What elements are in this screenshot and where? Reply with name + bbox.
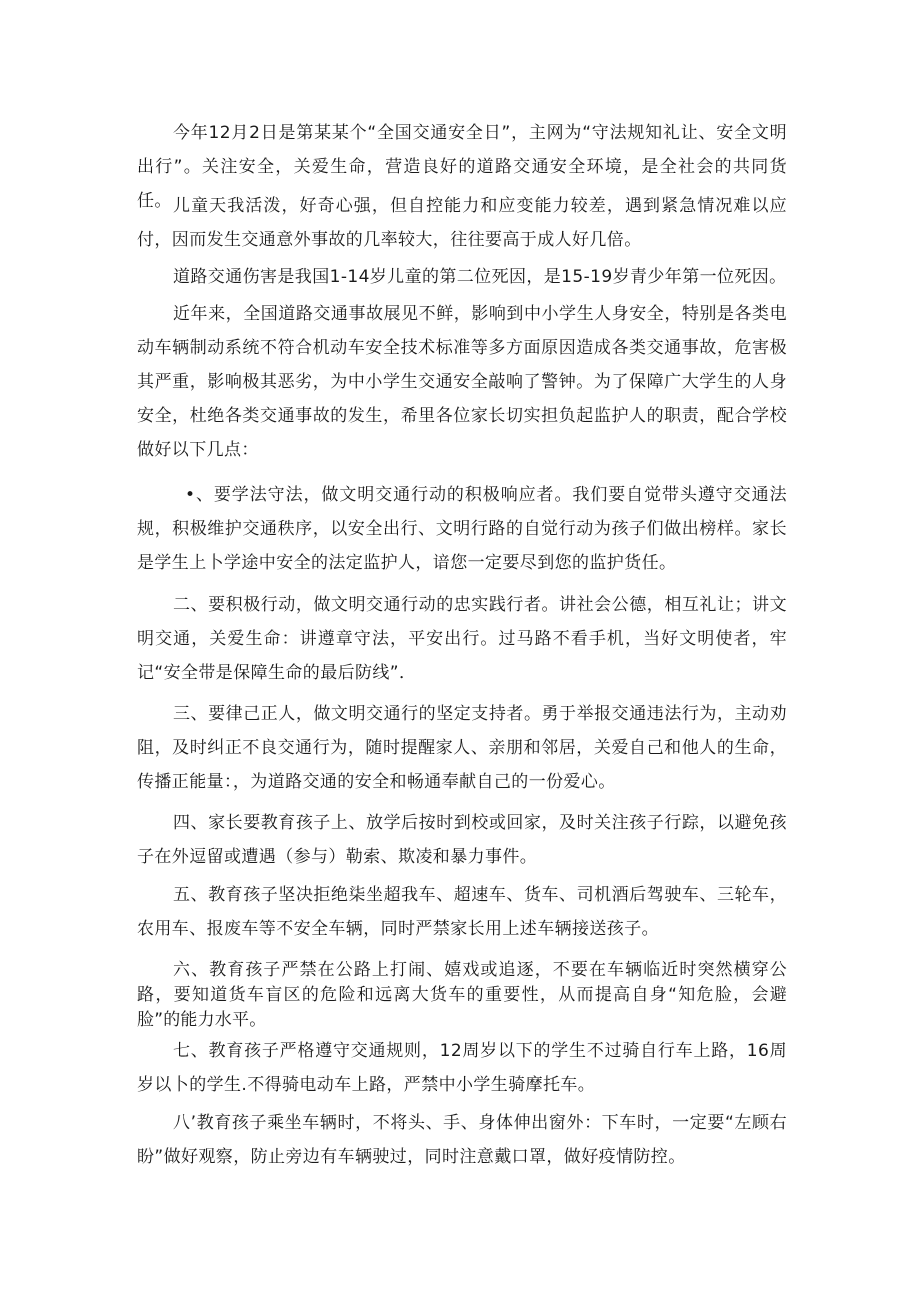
paragraph-point-4: 四、家长要教育孩子上、放学后按时到校或回家，及时关注孩子行踪，以避免孩子在外逗留或遭遇（参与）勒索、欺凌和暴力事件。: [137, 813, 787, 867]
paragraph-point-5: 五、教育孩子坚决拒绝柒坐超我车、超速车、货车、司机酒后驾驶车、三轮车，农用车、报废车等不安全车辆，同时严禁家长用上述车辆接送孩子。: [137, 885, 787, 939]
paragraph-point-1: •、要学法守法，做文明交通行动的积极响应者。我们要自觉带头遵守交通法规，积极维护交通秩序，以安全出行、文明行路的自觉行动为孩子们做出榜样。家长是学生上卜学途中安全的法定监护人，谙您一定要尽到您的监护货任。: [137, 485, 787, 573]
paragraph-point-6: 六、教育孩子严禁在公路上打闹、嬉戏或追逐，不要在车辆临近时突然横穿公路，要知道货车盲区的危险和远离大货车的重要性，从而提高自身“知危脸，会避脸”的能力水平。: [137, 960, 787, 1030]
paragraph-point-2: 二、要积极行动，做文明交通行动的忠实践行者。讲社会公德，相互礼让；讲文明交通，关爱生命：讲遵章守法，平安出行。过马路不看手机，当好文明使者，牢记“安全带是保障生命的最后防线”．: [137, 595, 787, 683]
paragraph-children: 儿童天我活泼，好奇心强，但自控能力和应变能力较差，遇到紧急情况难以应付，因而发生交通意外事故的几率较大，往往要高于成人好几倍。: [137, 196, 787, 250]
paragraph-statistics: 道路交通伤害是我国1-14岁儿童的第二位死因，是15-19岁青少年第一位死因。: [173, 267, 787, 287]
paragraph-point-7: 七、教育孩子严格遵守交通规则，12周岁以下的学生不过骑自行车上路，16周岁以卜的学生.不得骑电动车上路，严禁中小学生骑摩托车。: [137, 1041, 787, 1095]
paragraph-recent-years: 近年来，全国道路交通事故展见不鲜，影响到中小学生人身安全，特别是各类电动车辆制动系统不符合机动车安全技术标准等多方面原因造成各类交通事故，危害极其严重，影响极其恶劣，为中小学生交通安全敲响了警钟。为了保障广大学生的人身安全，杜绝各类交通事故的发生，希里各位家长切实担负起监护人的职责，配合学校做好以下几点：: [137, 304, 787, 460]
paragraph-point-8: 八’教育孩子乘坐车辆时，不将头、手、身体伸出窗外：下车时，一定要“左顾右盼”做好观察，防止旁边有车辆驶过，同时注意戴口罩，做好疫情防控。: [137, 1113, 787, 1167]
paragraph-point-3: 三、要律己正人，做文明交通行的坚定支持者。勇于举报交通违法行为，主动劝阻，及时纠正不良交通行为，随时提醒家人、亲朋和邻居，关爱自己和他人的生命，传播正能量：，为道路交通的安全和畅通奉献自己的一份爱心。: [137, 704, 787, 792]
paragraph-intro: 今年12月2日是第某某个“全国交通安全日”，主网为“守法规知礼让、安全文明出行”。关注安全，关爱生命，营造良好的道路交通安全环境，是全社会的共同货任。: [137, 123, 787, 211]
